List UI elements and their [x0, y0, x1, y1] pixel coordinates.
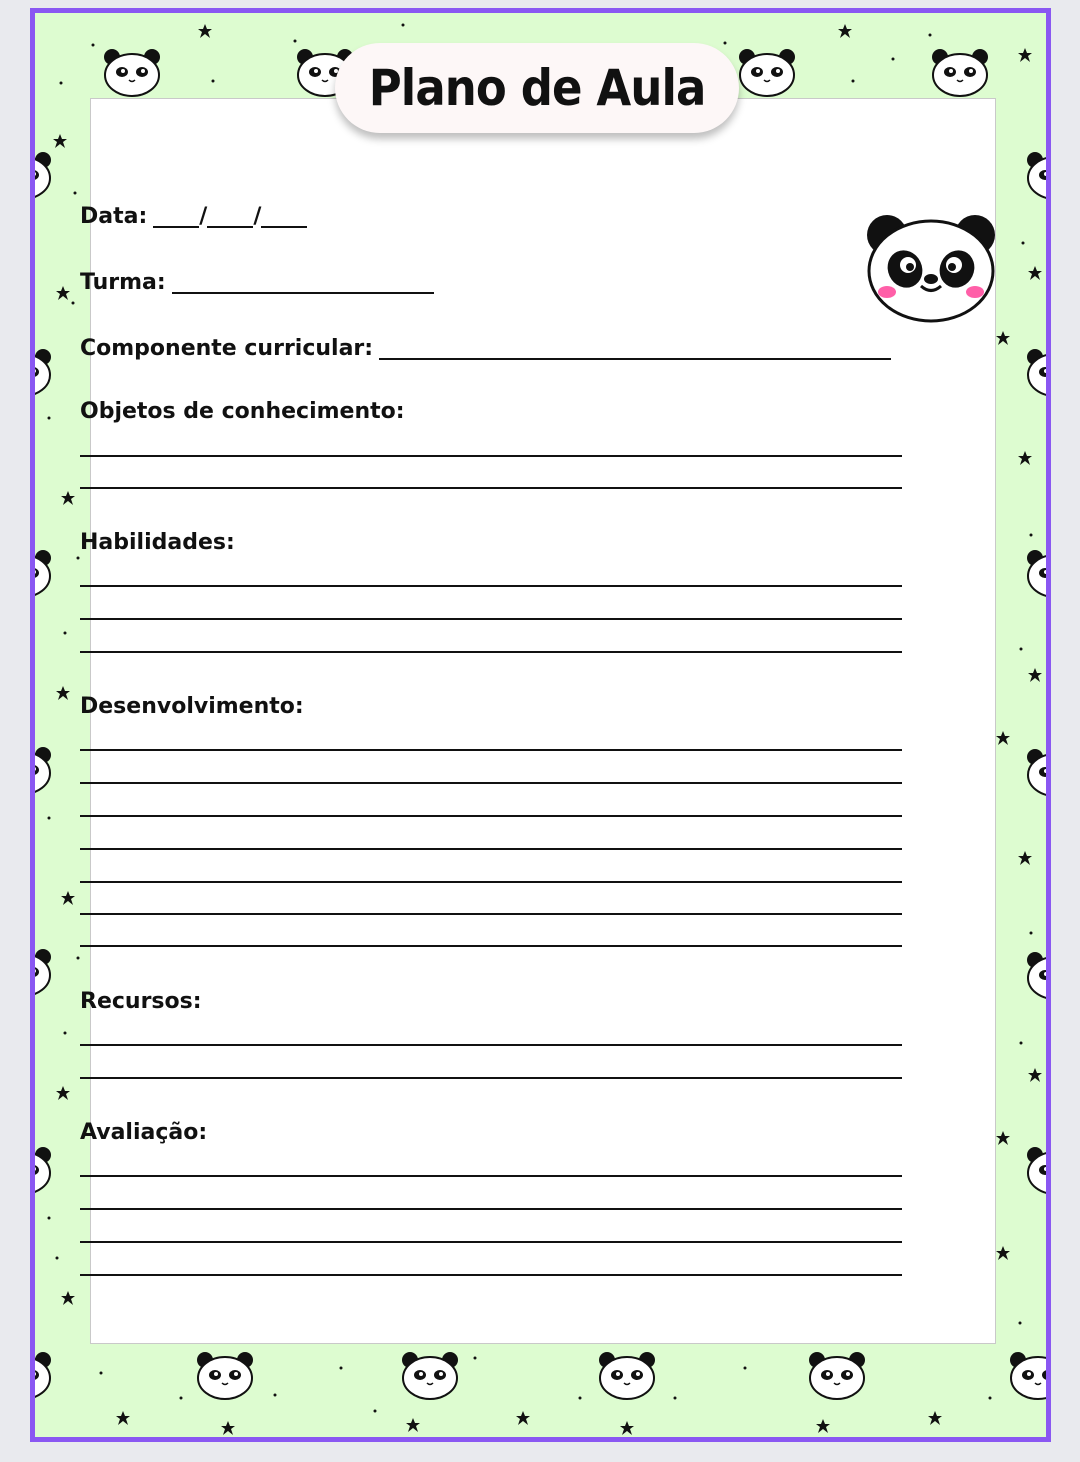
writing-line[interactable] [80, 1274, 902, 1276]
star-icon [221, 1421, 235, 1435]
star-icon [996, 1246, 1010, 1260]
star-icon [406, 1418, 420, 1432]
moon-icon [62, 1120, 70, 1136]
panda-icon [861, 209, 1001, 329]
panda-icon [1027, 550, 1046, 597]
star-icon [61, 1291, 75, 1305]
moon-icon [1005, 783, 1013, 799]
star-icon [1028, 1068, 1042, 1082]
writing-line[interactable] [80, 1044, 902, 1046]
section-avaliacao-label: Avaliação: [80, 1120, 208, 1145]
star-icon [116, 1411, 130, 1425]
star-icon [61, 491, 75, 505]
section-desenvolvimento-label: Desenvolvimento: [80, 694, 304, 719]
date-year-blank[interactable] [261, 204, 307, 228]
date-label: Data: [80, 204, 148, 229]
star-icon [816, 1419, 830, 1433]
moon-icon [365, 1373, 373, 1389]
panda-icon [402, 1352, 458, 1399]
writing-line[interactable] [80, 913, 902, 915]
panda-icon [35, 1352, 51, 1399]
section-habilidades-label: Habilidades: [80, 530, 235, 555]
date-separator: / [199, 204, 208, 229]
moon-icon [62, 720, 70, 736]
moon-icon [62, 255, 70, 271]
star-icon [516, 1411, 530, 1425]
date-day-blank[interactable] [153, 204, 199, 228]
star-icon [56, 686, 70, 700]
panda-icon [1010, 1352, 1046, 1399]
star-icon [1028, 668, 1042, 682]
panda-icon [35, 1147, 51, 1194]
writing-line[interactable] [80, 848, 902, 850]
panda-icon [809, 1352, 865, 1399]
panda-icon [932, 49, 988, 96]
section-recursos-label: Recursos: [80, 989, 202, 1014]
panda-icon [35, 152, 51, 199]
star-icon [1018, 451, 1032, 465]
componente-curricular-blank[interactable] [379, 336, 891, 360]
writing-line[interactable] [80, 618, 902, 620]
star-icon [1018, 48, 1032, 62]
panda-icon [35, 349, 51, 396]
date-month-blank[interactable] [207, 204, 253, 228]
writing-line[interactable] [80, 487, 902, 489]
moon-icon [770, 1373, 778, 1389]
panda-icon [1027, 152, 1046, 199]
star-icon [56, 1086, 70, 1100]
star-icon [1018, 851, 1032, 865]
star-icon [996, 1131, 1010, 1145]
writing-line[interactable] [80, 585, 902, 587]
writing-line[interactable] [80, 815, 902, 817]
panda-icon [35, 747, 51, 794]
panda-icon [1027, 749, 1046, 796]
turma-blank[interactable] [172, 270, 434, 294]
panda-icon [35, 949, 51, 996]
star-icon [56, 286, 70, 300]
star-icon [620, 1421, 634, 1435]
writing-line[interactable] [80, 1241, 902, 1243]
panda-icon [1027, 952, 1046, 999]
date-field[interactable] [80, 204, 307, 228]
writing-line[interactable] [80, 945, 902, 947]
componente-curricular-field[interactable] [80, 336, 891, 360]
moon-icon [124, 19, 132, 35]
star-icon [53, 134, 67, 148]
panda-icon [599, 1352, 655, 1399]
star-icon [198, 24, 212, 38]
writing-line[interactable] [80, 455, 902, 457]
panda-icon [739, 49, 795, 96]
moon-icon [1005, 383, 1013, 399]
moon-icon [760, 19, 768, 35]
moon-icon [552, 1343, 560, 1359]
writing-line[interactable] [80, 1077, 902, 1079]
star-icon [838, 24, 852, 38]
panda-icon [1027, 349, 1046, 396]
star-icon [996, 731, 1010, 745]
star-icon [61, 891, 75, 905]
star-icon [1028, 266, 1042, 280]
writing-line[interactable] [80, 1208, 902, 1210]
writing-line[interactable] [80, 1175, 902, 1177]
panda-icon [104, 49, 160, 96]
writing-line[interactable] [80, 782, 902, 784]
section-objetos-label: Objetos de conhecimento: [80, 399, 405, 424]
turma-field[interactable] [80, 270, 434, 294]
writing-line[interactable] [80, 651, 902, 653]
moon-icon [962, 1343, 970, 1359]
star-icon [928, 1411, 942, 1425]
date-separator: / [253, 204, 262, 229]
writing-line[interactable] [80, 749, 902, 751]
panda-icon [35, 550, 51, 597]
title-banner [335, 43, 739, 133]
turma-label: Turma: [80, 270, 166, 295]
writing-line[interactable] [80, 881, 902, 883]
star-icon [996, 331, 1010, 345]
page-title: Plano de Aula [368, 59, 706, 117]
componente-curricular-label: Componente curricular: [80, 336, 374, 361]
moon-icon [152, 1343, 160, 1359]
panda-icon [1027, 1147, 1046, 1194]
panda-icon [197, 1352, 253, 1399]
